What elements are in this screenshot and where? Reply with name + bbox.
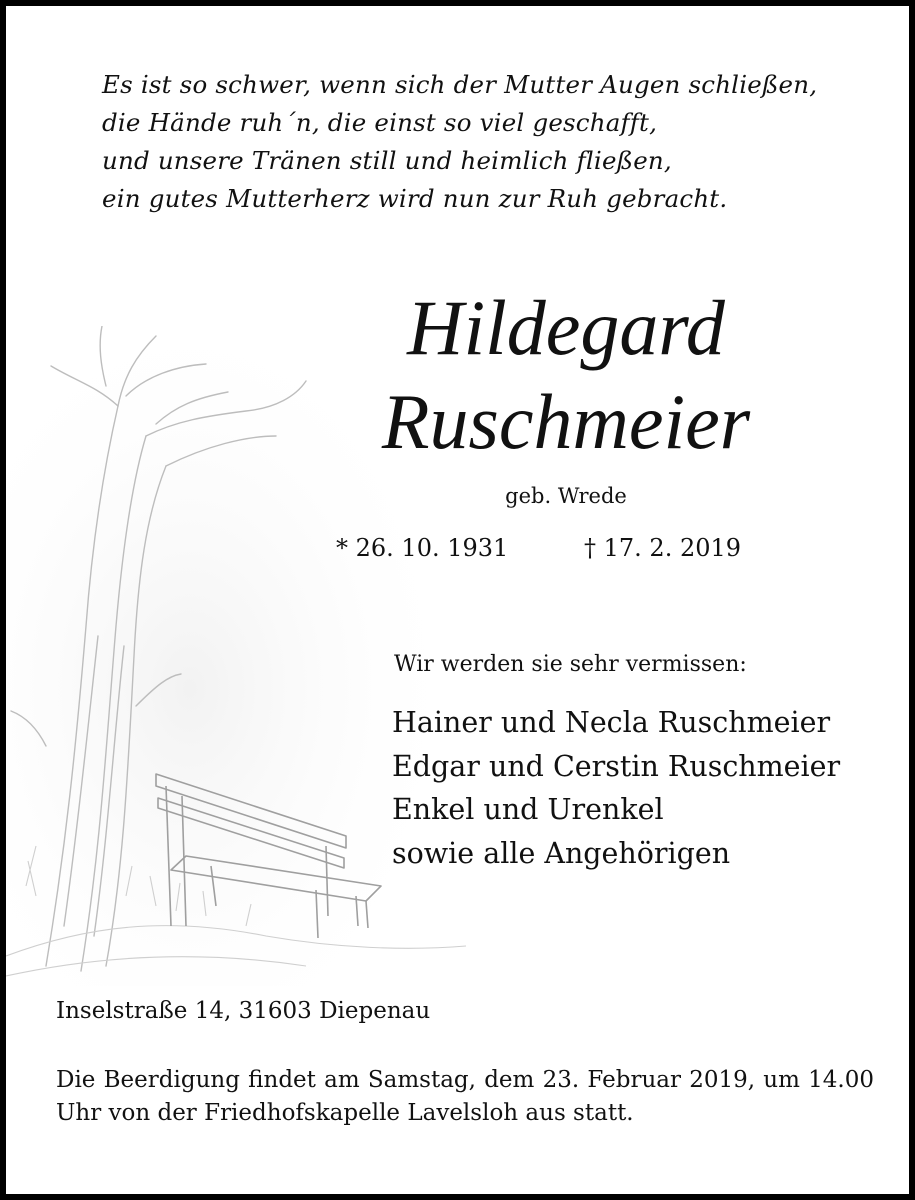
mourner-entry: sowie alle Angehörigen (392, 836, 731, 870)
mourner-entry: Edgar und Cerstin Ruschmeier (392, 749, 841, 783)
first-name: Hildegard (407, 284, 725, 371)
poem-line: und unsere Tränen still und heimlich fließen, (102, 146, 672, 175)
death-date: † 17. 2. 2019 (584, 534, 742, 562)
poem-line: ein gutes Mutterherz wird nun zur Ruh gebracht. (102, 184, 728, 213)
poem-line: Es ist so schwer, wenn sich der Mutter Augen schließen, (102, 70, 818, 99)
mourner-entry: Enkel und Urenkel (392, 793, 664, 826)
poem-line: die Hände ruh´n, die einst so viel geschafft, (102, 108, 658, 137)
birth-date: * 26. 10. 1931 (336, 534, 509, 562)
mourners-list (392, 701, 840, 875)
maiden-name: geb. Wrede (505, 484, 627, 508)
poem (102, 66, 817, 218)
address: Inselstraße 14, 31603 Diepenau (56, 998, 431, 1024)
mourners-intro: Wir werden sie sehr vermissen: (394, 652, 747, 677)
funeral-details: Die Beerdigung findet am Samstag, dem 23. Februar 2019, um 14.00 Uhr von der Friedhofskapelle Lavelsloh aus statt. (56, 1067, 874, 1126)
mourner-entry: Hainer und Necla Ruschmeier (392, 706, 831, 739)
last-name: Ruschmeier (381, 378, 751, 465)
